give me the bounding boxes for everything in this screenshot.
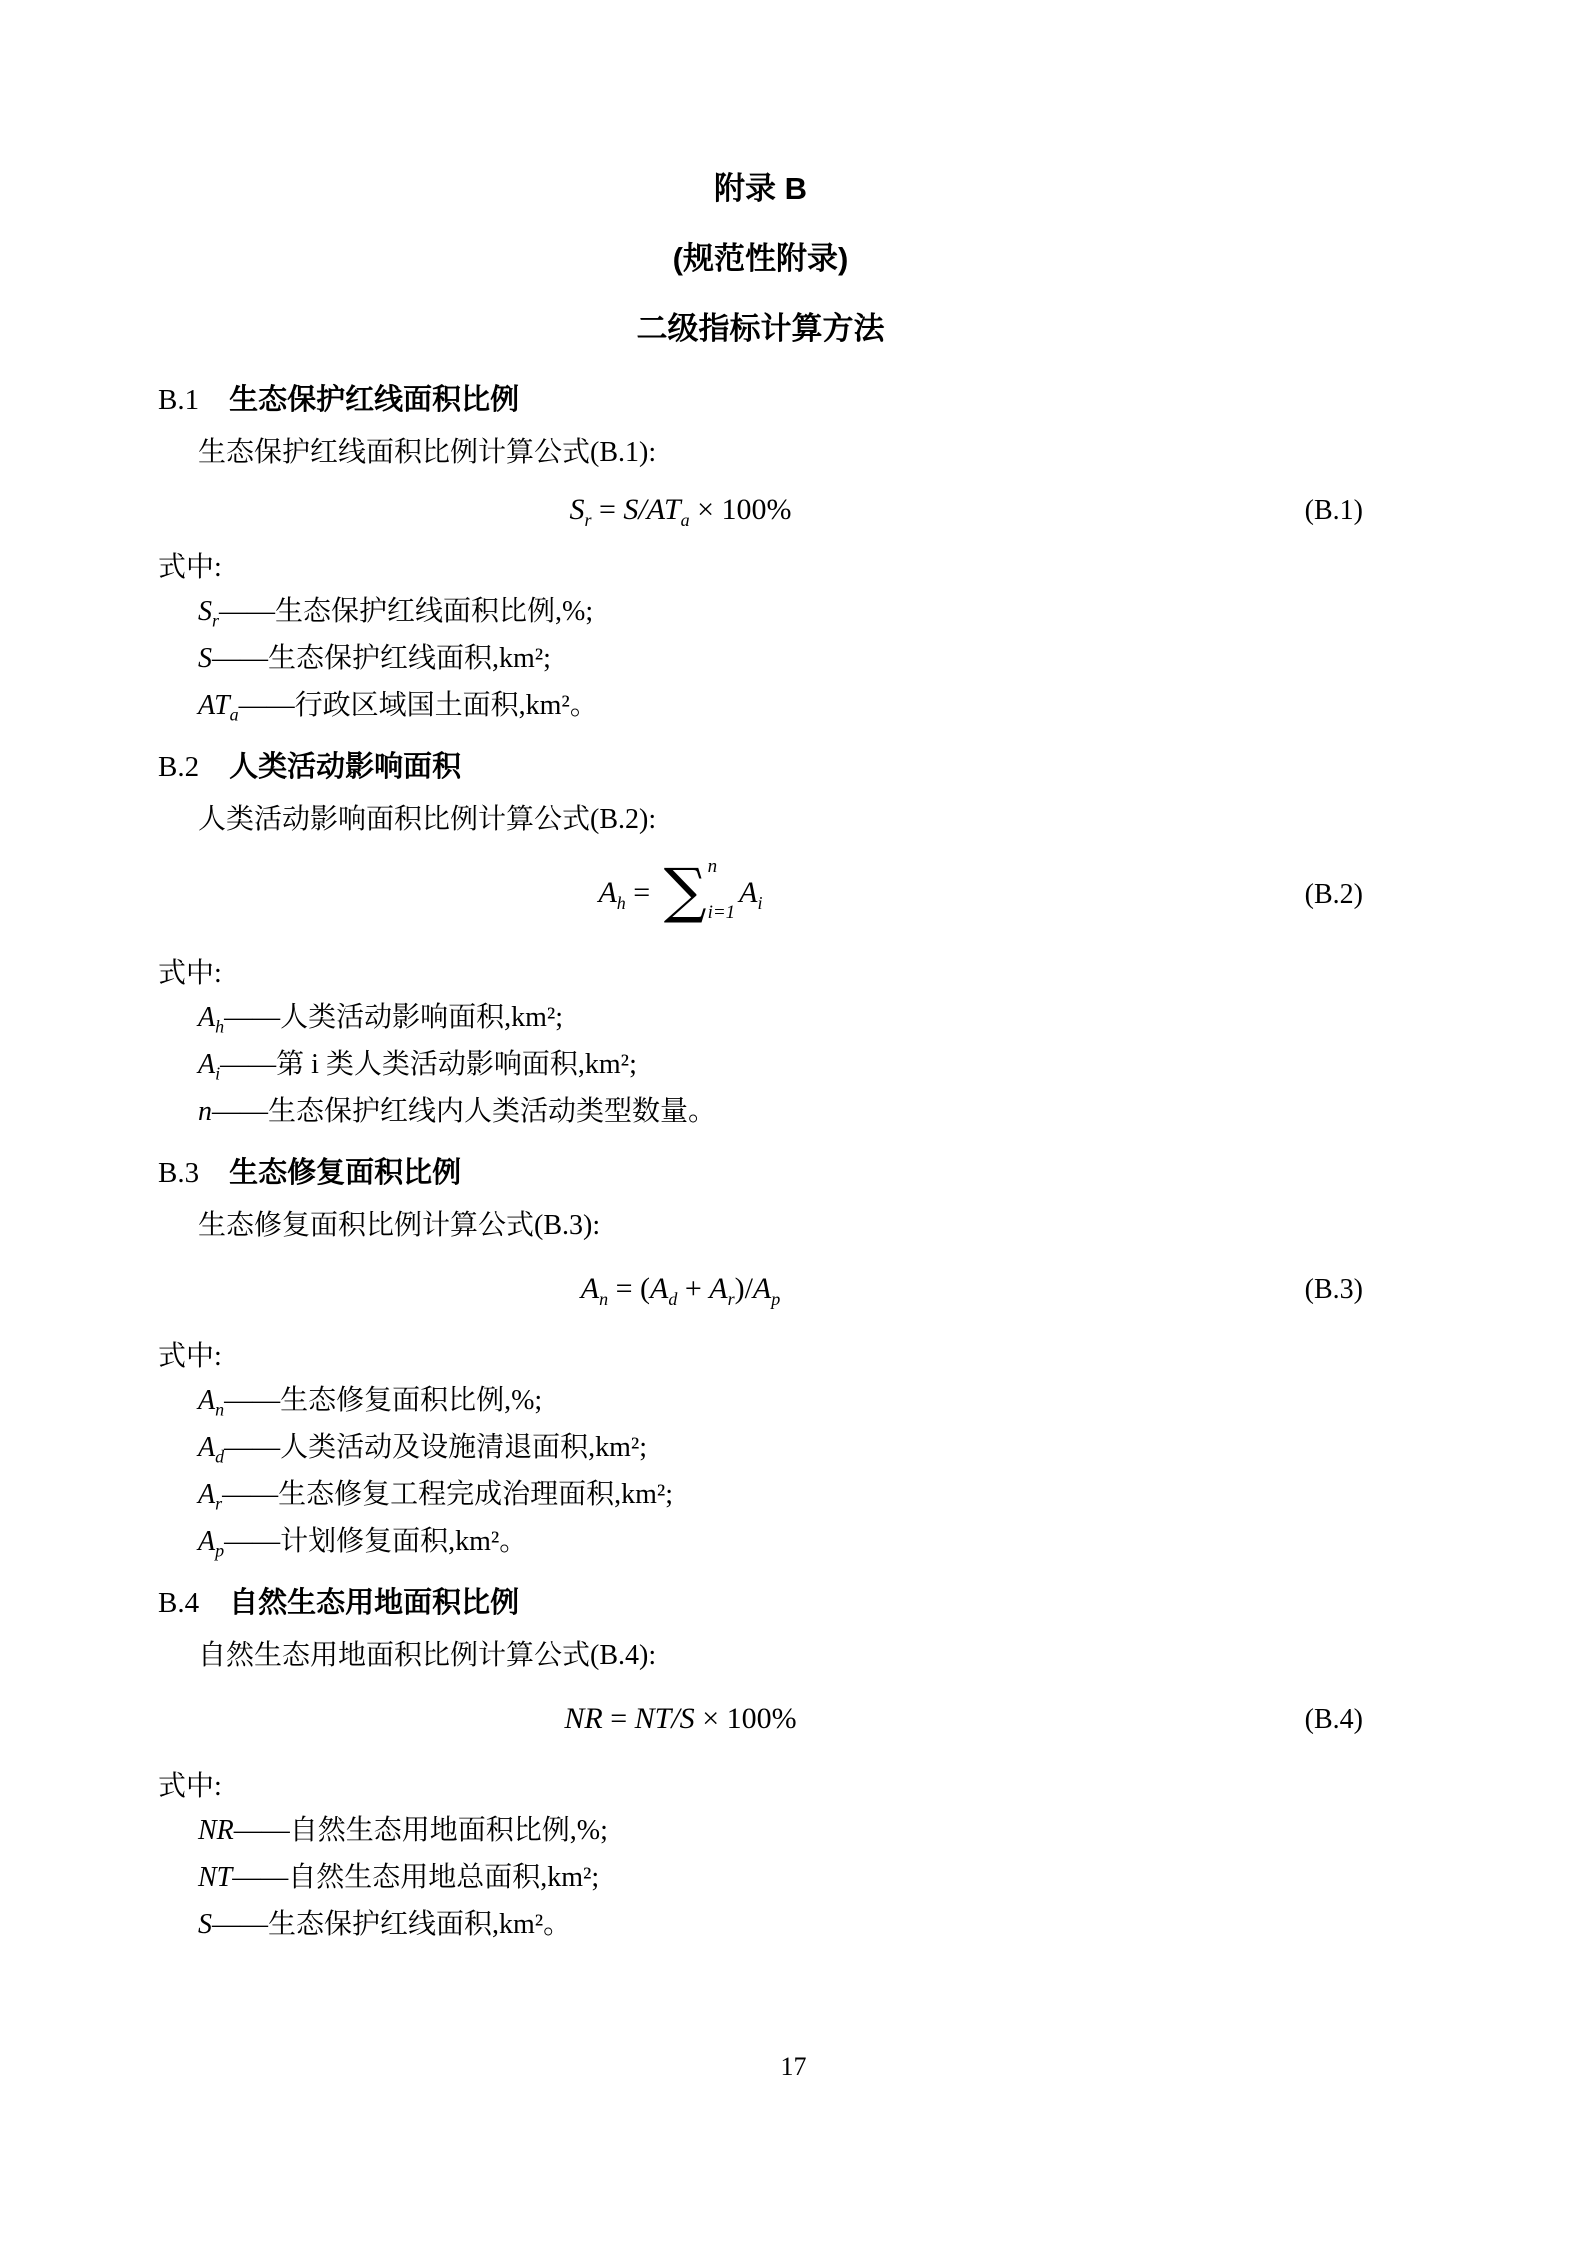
formula-b1: $S_r = S/AT_a \times 100\%$ — [569, 493, 792, 530]
page-number: 17 — [780, 2052, 807, 2081]
section-title-text: 自然生态用地面积比例 — [229, 1587, 520, 1619]
formula-b3: $A_n = (A_d + A_r)/A_p$ — [580, 1272, 781, 1309]
section-b2 — [158, 749, 1363, 1133]
definition-item: $A_n——$生态修复面积比例,%; — [198, 1385, 543, 1420]
section-b3 — [158, 1155, 1363, 1563]
section-number: B.4 — [158, 1587, 200, 1619]
formula-b2: $A_h$ = ∑ n i=1 $A_i$ — [598, 856, 763, 926]
formula-intro: 自然生态用地面积比例计算公式(B.4): — [198, 1640, 657, 1671]
formula-b4-row — [158, 1695, 1363, 1744]
where-label: 式中: — [158, 958, 222, 989]
where-label: 式中: — [158, 1341, 222, 1372]
section-title-text: 人类活动影响面积 — [229, 751, 462, 783]
formula-b2-row — [158, 856, 1363, 931]
section-heading — [158, 1585, 1363, 1621]
formula-intro: 人类活动影响面积比例计算公式(B.2): — [198, 804, 657, 835]
section-heading — [158, 1155, 1363, 1191]
section-number: B.3 — [158, 1157, 200, 1189]
section-title-text: 生态保护红线面积比例 — [229, 384, 520, 416]
summation-symbol: ∑ n i=1 — [663, 856, 736, 926]
formula-label: (B.3) — [1304, 1273, 1363, 1305]
formula-intro: 生态修复面积比例计算公式(B.3): — [198, 1210, 601, 1241]
definition-item: n——生态保护红线内人类活动类型数量。 — [198, 1096, 717, 1127]
section-b1 — [158, 382, 1363, 727]
definition-item: $S_r——$生态保护红线面积比例,%; — [198, 596, 594, 631]
appendix-title: 附录 B — [714, 171, 807, 206]
appendix-subtitle: (规范性附录) — [672, 241, 849, 276]
formula-b1-row — [158, 486, 1363, 535]
section-number: B.2 — [158, 751, 200, 783]
where-label: 式中: — [158, 1771, 222, 1802]
definition-item: S——生态保护红线面积,km²; — [198, 643, 551, 674]
definition-item: $A_h——$人类活动影响面积,km²; — [198, 1002, 564, 1037]
section-heading — [158, 749, 1363, 785]
formula-label: (B.4) — [1304, 1703, 1363, 1735]
definition-item: NR——自然生态用地面积比例,%; — [198, 1815, 608, 1846]
formula-label: (B.2) — [1304, 879, 1363, 910]
appendix-section-title: 二级指标计算方法 — [636, 311, 885, 346]
section-heading — [158, 382, 1363, 418]
where-label: 式中: — [158, 552, 222, 583]
definition-item: $A_i——$第 i 类人类活动影响面积,km²; — [198, 1049, 637, 1084]
definition-item: $A_r——$生态修复工程完成治理面积,km²; — [198, 1479, 674, 1514]
section-number: B.1 — [158, 384, 200, 416]
formula-b4: NR = NT/S × 100% — [564, 1702, 797, 1735]
formula-b3-row — [158, 1265, 1363, 1314]
definition-item: $AT_a——$行政区域国土面积,km²。 — [198, 690, 598, 725]
section-title-text: 生态修复面积比例 — [229, 1157, 462, 1189]
formula-label: (B.1) — [1304, 494, 1363, 526]
section-b4 — [158, 1585, 1363, 1946]
definition-item: S——生态保护红线面积,km²。 — [198, 1909, 572, 1940]
definition-item: $A_p——$计划修复面积,km²。 — [198, 1526, 528, 1561]
definition-item: $A_d——$人类活动及设施清退面积,km²; — [198, 1432, 648, 1467]
formula-intro: 生态保护红线面积比例计算公式(B.1): — [198, 437, 657, 468]
definition-item: NT——自然生态用地总面积,km²; — [198, 1862, 600, 1893]
